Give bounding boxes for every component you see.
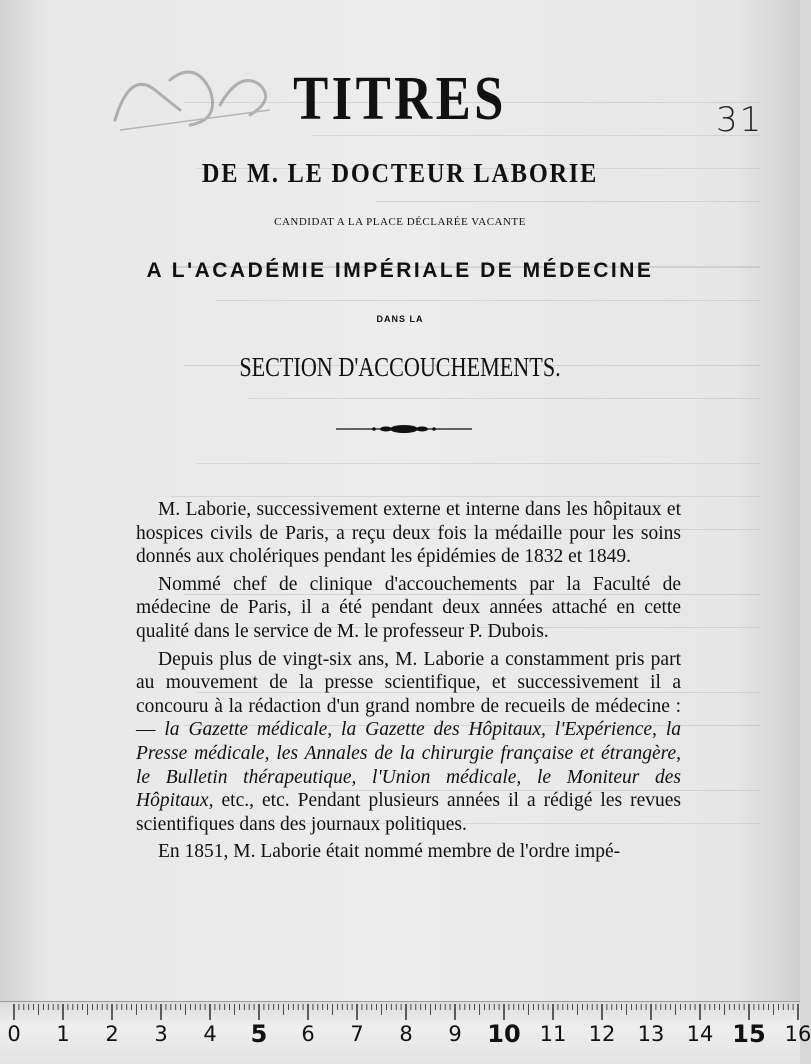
ruler-label: 8 [399, 1022, 413, 1046]
paragraph-3-end: etc., etc. Pendant plusieurs années il a rédigé les revues scientifiques dans des journaux politiques. [136, 790, 681, 835]
ruler-label: 11 [539, 1022, 567, 1046]
measurement-ruler [0, 1001, 811, 1064]
document-title: TITRES [293, 65, 507, 133]
ruler-label: 13 [637, 1022, 665, 1046]
ruler-label: 7 [350, 1022, 364, 1046]
ruler-label: 3 [154, 1022, 168, 1046]
candidate-line: CANDIDAT A LA PLACE DÉCLARÉE VACANTE [274, 216, 526, 228]
body-text [136, 498, 681, 868]
ruler-label: 2 [105, 1022, 119, 1046]
handwritten-page-number: 31 [716, 100, 764, 140]
academy-line: A L'ACADÉMIE IMPÉRIALE DE MÉDECINE [146, 259, 654, 282]
journal-list: la Gazette médicale, la Gazette des Hôpitaux, l'Expérience, la Presse médicale, les Annales de la chirurgie française et étrangère, le Bulletin thérapeutique, l'Union médicale, le Moniteur des Hôpitaux, [136, 719, 681, 812]
document-subtitle: DE M. LE DOCTEUR LABORIE [201, 158, 599, 188]
ruler-label: 10 [487, 1020, 521, 1048]
ruler-label: 1 [56, 1022, 70, 1046]
ruler-label: 9 [448, 1022, 462, 1046]
paragraph-2: Nommé chef de clinique d'accouchements par la Faculté de médecine de Paris, il a été pendant deux années attaché en cette qualité dans le service de M. le professeur P. Dubois. [136, 573, 681, 642]
section-heading: SECTION D'ACCOUCHEMENTS. [239, 352, 561, 382]
ruler-label: 6 [301, 1022, 315, 1046]
dans-la-line: DANS LA [376, 314, 424, 324]
ruler-label: 4 [203, 1022, 217, 1046]
paragraph-1: M. Laborie, successivement externe et interne dans les hôpitaux et hospices civils de Paris, a reçu deux fois la médaille pour les soins donnés aux cholériques pendant les épidémies de 1832 et 1849. [136, 499, 681, 568]
ruler-label: 15 [732, 1020, 766, 1048]
paragraph-3 [136, 648, 681, 837]
ruler-label: 16 [784, 1022, 811, 1046]
ruler-label: 5 [250, 1020, 268, 1048]
paragraph-3-start: Depuis plus de vingt-six ans, M. Laborie a constamment pris part au mouvement de la presse scientifique, et successivement il a concouru à la rédaction d'un grand nombre de recueils de médecine : — [136, 648, 681, 741]
ruler-label: 14 [686, 1022, 714, 1046]
paragraph-4: En 1851, M. Laborie était nommé membre de l'ordre impé- [158, 841, 621, 863]
ornamental-rule [334, 420, 474, 438]
ruler-label: 0 [7, 1022, 21, 1046]
ruler-label: 12 [588, 1022, 616, 1046]
